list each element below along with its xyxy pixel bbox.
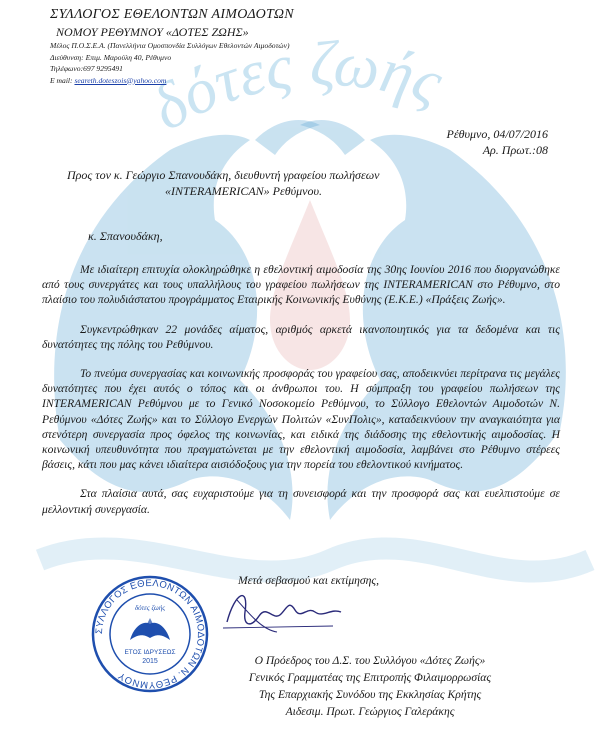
letter-body [42,262,560,531]
seal-ring-text: ΣΥΛΛΟΓΟΣ ΕΘΕΛΟΝΤΩΝ ΑΙΜΟΔΟΤΩΝ Ν. ΡΕΘΥΜΝΟΥ [93,577,207,691]
handwritten-signature [215,582,355,638]
addressee-line-2: «INTERAMERICAN» Ρεθύμνου. [165,184,322,198]
date-block [447,126,548,158]
address-line: Διεύθυνση: Επιμ. Μαρούλη 40, Ρέθυμνο [50,52,172,62]
seal-year: 2015 [142,658,158,665]
seal-motto: δότες ζωής [134,604,166,612]
salutation: κ. Σπανουδάκη, [88,229,163,243]
seal-founding-label: ΕΤΟΣ ΙΔΡΥΣΕΩΣ [124,649,176,656]
addressee [67,167,557,199]
closing-line: Μετά σεβασμού και εκτίμησης, [238,574,379,587]
body-paragraph-4: Στα πλαίσια αυτά, σας ευχαριστούμε για τη συνεισφορά και την προσφορά σας και ευελπιστούμε σε μελλοντική συνεργασία. [42,487,560,516]
signatory-block [150,652,590,720]
member-line: Μέλος Π.Ο.Σ.Ε.Α. (Πανελλήνια Ομοσπονδία Συλλόγων Εθελοντών Αιμοδοτών) [50,41,290,50]
phone-line: Τηλέφωνο:697 9295491 [50,64,123,73]
org-name: ΣΥΛΛΟΓΟΣ ΕΘΕΛΟΝΤΩΝ ΑΙΜΟΔΟΤΩΝ [50,7,294,22]
letterhead [50,6,380,85]
seal-drop-icon [145,618,155,636]
signatory-line-2: Γενικός Γραμματέας της Επιτροπής Φιλαιμορρωσίας [248,671,492,684]
addressee-line-1: Προς τον κ. Γεώργιο Σπανουδάκη, διευθυντή γραφείου πωλήσεων [67,168,380,182]
watermark-text: δότες ζωής [139,27,451,144]
body-paragraph-1: Με ιδιαίτερη επιτυχία ολοκληρώθηκε η εθελοντική αιμοδοσία της 30ης Ιουνίου 2016 που διοργανώθηκε από τους συνεργάτες και τους υπαλλήλους του γραφείου πωλήσεων της INTERAMERICAN στο Ρέθυμνο, στο πλαίσιο του πολυδιάστατου προγράμματος Εταιρικής Κοινωνικής Ευθύνης (Ε.Κ.Ε.) «Πράξεις Ζωής». [42,263,560,307]
letter-date: Ρέθυμνο, 04/07/2016 [446,127,548,141]
email-link[interactable]: seareth.doteszois@yahoo.com [74,75,167,85]
body-paragraph-3: Το πνεύμα συνεργασίας και κοινωνικής προσφοράς του γραφείου σας, αποδεικνύει περίτρανα τις μεγάλες δυνατότητες που έχει αυτός ο τόπος και οι άνθρωποι του. Η σύμπραξη του γραφείου πωλήσεων της INTERAMERICAN Ρεθύμνου με το Γενικό Νοσοκομείο Ρεθύμνου, το Σύλλογο Εθελοντών Αιμοδοτών Ν. Ρεθύμνου «Δότες Ζωής» και το Σύλλογο Ενεργών Πολιτών «ΣυνΠολις», καταδεικνύουν την αναγκαιότητα για στενότερη συνεργασία προς όφελος της κοινωνίας, και ειδικά της διάδοσης της εθελοντικής αιμοδοσίας. Η κοινωνική υπευθυνότητα που πραγματώνεται με την εθελοντική αιμοδοσία, λαμβάνει στο Ρέθυμνο στέρεες βάσεις, κάτι που μας κάνει ιδιαίτερα αισιόδοξους για την πορεία του εθελοντικού κινήματος. [42,367,560,472]
protocol-number: Αρ. Πρωτ.:08 [482,143,548,157]
email-line [50,76,380,86]
signatory-line-1: Ο Πρόεδρος του Δ.Σ. του Συλλόγου «Δότες Ζωής» [254,654,486,667]
email-label: E mail: [50,75,75,85]
signatory-line-3: Της Επαρχιακής Συνόδου της Εκκλησίας Κρήτης [258,688,482,701]
signatory-name: Αιδεσιμ. Πρωτ. Γεώργιος Γαλεράκης [285,705,455,718]
org-subtitle: ΝΟΜΟΥ ΡΕΘΥΜΝΟΥ «ΔΟΤΕΣ ΖΩΗΣ» [56,25,249,39]
body-paragraph-2: Συγκεντρώθηκαν 22 μονάδες αίματος, αριθμός αρκετά ικανοποιητικός για τα δεδομένα και τις δυνατότητες της πόλης του Ρεθύμνου. [42,322,560,351]
